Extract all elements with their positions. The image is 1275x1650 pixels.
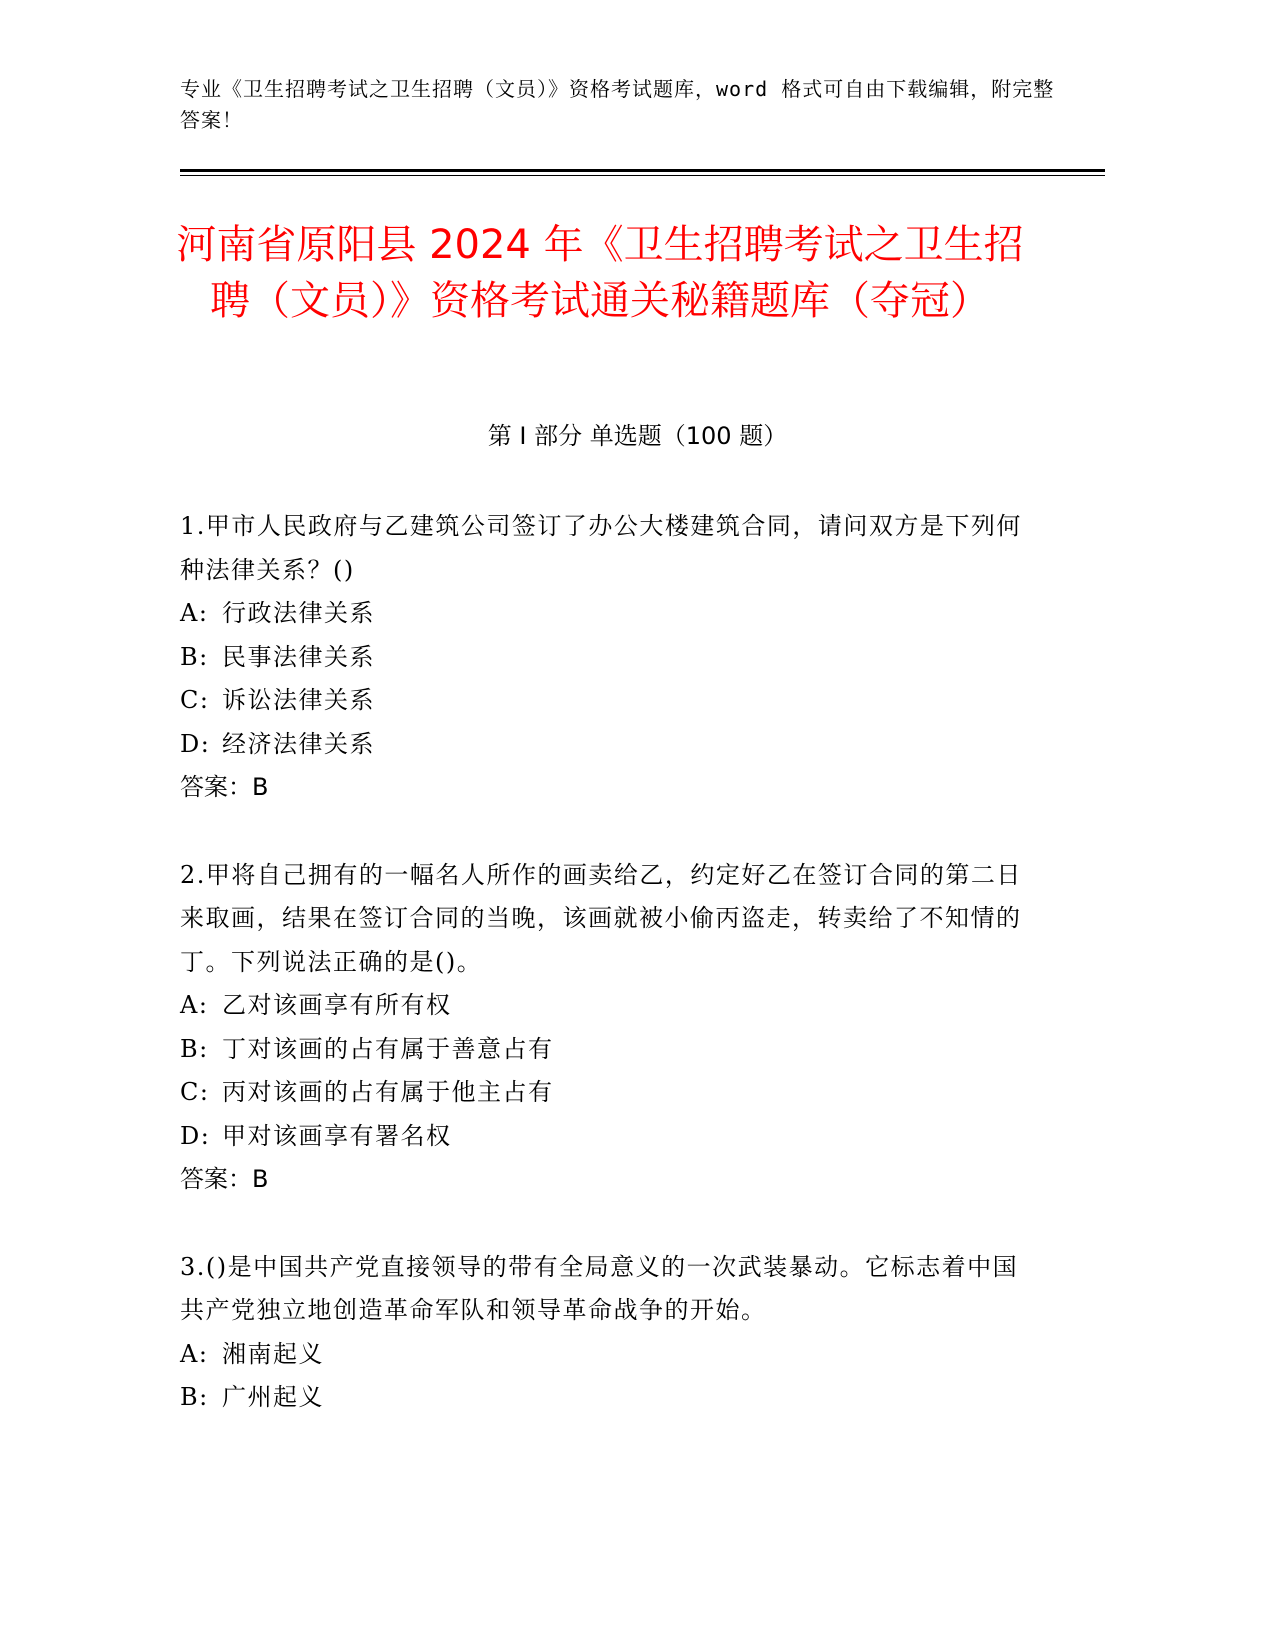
- question-stem: 1.甲市人民政府与乙建筑公司签订了办公大楼建筑合同，请问双方是下列何种法律关系？(): [180, 512, 1022, 584]
- question-1: [180, 505, 1040, 810]
- question-stem: 3.()是中国共产党直接领导的带有全局意义的一次武装暴动。它标志着中国共产党独立地创造革命军队和领导革命战争的开始。: [180, 1252, 1019, 1324]
- option-letter: B:: [180, 1383, 209, 1411]
- option-c: [180, 1071, 1040, 1115]
- answer: 答案：B: [180, 1165, 269, 1193]
- header-note: 专业《卫生招聘考试之卫生招聘（文员）》资格考试题库，word 格式可自由下载编辑，附完整答案！: [180, 77, 1055, 132]
- option-text: 行政法律关系: [222, 599, 375, 627]
- option-text: 湘南起义: [222, 1339, 324, 1368]
- option-a: [180, 592, 1040, 636]
- option-text: 民事法律关系: [222, 642, 375, 671]
- question-list: [180, 505, 1040, 1464]
- question-stem: 2.甲将自己拥有的一幅名人所作的画卖给乙，约定好乙在签订合同的第二日来取画，结果在签订合同的当晚，该画就被小偷丙盗走，转卖给了不知情的丁。下列说法正确的是()。: [180, 860, 1022, 976]
- option-letter: D:: [180, 729, 211, 758]
- option-text: 甲对该画享有署名权: [222, 1121, 452, 1150]
- option-text: 丁对该画的占有属于善意占有: [222, 1034, 554, 1063]
- option-text: 诉讼法律关系: [222, 686, 375, 714]
- option-a: [180, 984, 1040, 1028]
- answer: 答案：B: [180, 773, 269, 801]
- option-b: [180, 1028, 1040, 1072]
- option-text: 经济法律关系: [222, 729, 375, 758]
- question-3: [180, 1246, 1040, 1420]
- document-title: 河南省原阳县 2024 年《卫生招聘考试之卫生招聘（文员）》资格考试通关秘籍题库（夺冠）: [176, 221, 1024, 324]
- option-letter: B:: [180, 642, 209, 671]
- option-letter: C:: [180, 1078, 210, 1106]
- option-text: 乙对该画享有所有权: [222, 991, 452, 1019]
- option-letter: C:: [180, 686, 210, 714]
- option-letter: A:: [180, 1339, 209, 1368]
- option-d: [180, 723, 1040, 767]
- question-2: [180, 854, 1040, 1202]
- option-text: 丙对该画的占有属于他主占有: [222, 1078, 554, 1106]
- option-text: 广州起义: [222, 1383, 324, 1411]
- option-letter: D:: [180, 1121, 211, 1150]
- section-title: 第 I 部分 单选题（100 题）: [487, 422, 788, 450]
- option-letter: B:: [180, 1034, 209, 1063]
- option-letter: A:: [180, 599, 209, 627]
- option-a: [180, 1333, 1040, 1377]
- option-d: [180, 1115, 1040, 1159]
- option-c: [180, 679, 1040, 723]
- header-rule-thick: [180, 169, 1105, 172]
- option-letter: A:: [180, 991, 209, 1019]
- header-rule-thin: [180, 175, 1105, 176]
- option-b: [180, 1376, 1040, 1420]
- option-b: [180, 636, 1040, 680]
